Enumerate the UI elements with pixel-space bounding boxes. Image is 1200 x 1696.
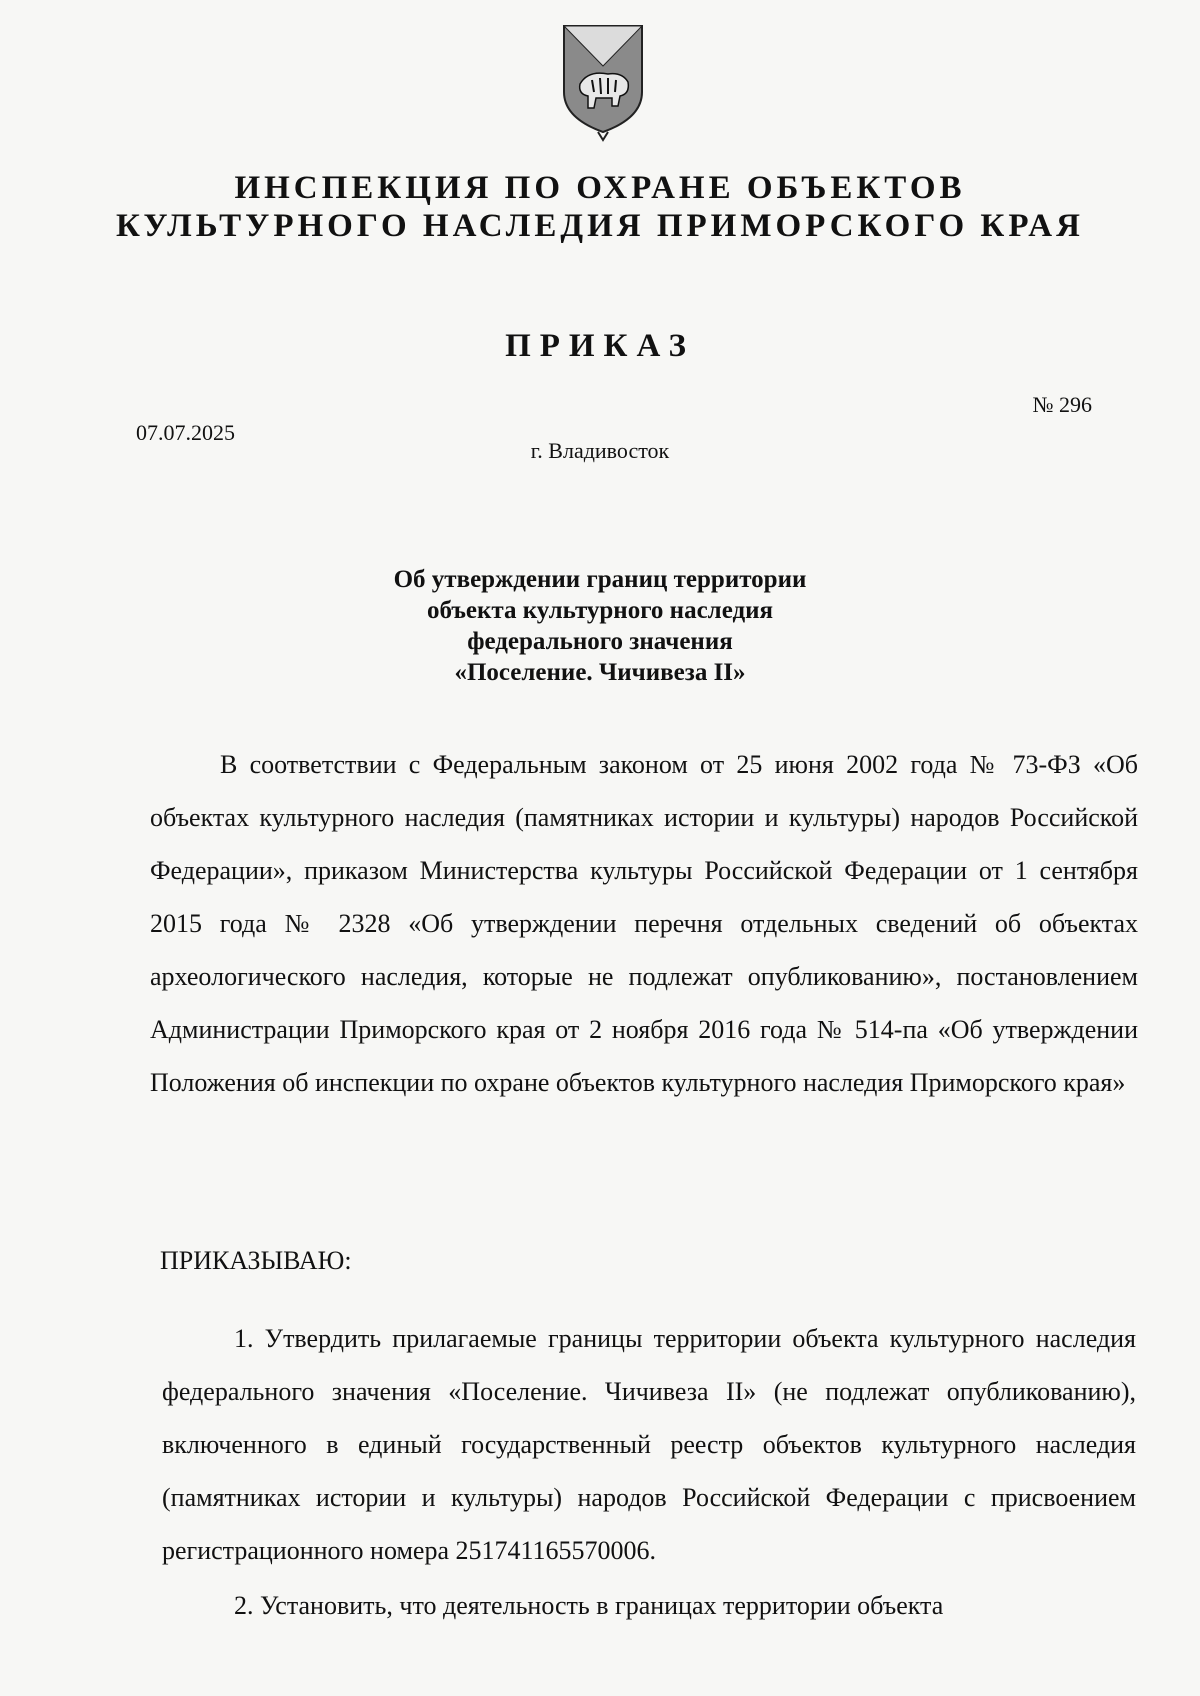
document-city: г. Владивосток: [530, 438, 670, 463]
order-items: [162, 1312, 1136, 1634]
preamble-section: [150, 738, 1138, 1109]
organization-name-line2: КУЛЬТУРНОГО НАСЛЕДИЯ ПРИМОРСКОГО КРАЯ: [116, 208, 1084, 244]
subject-line: федерального значения: [467, 628, 733, 655]
order-item-2: 2. Установить, что деятельность в границах территории объекта: [234, 1591, 944, 1620]
subject-line: Об утверждении границ территории: [393, 566, 807, 593]
preamble-paragraph: В соответствии с Федеральным законом от 25 июня 2002 года № 73-ФЗ «Об объектах культурного наследия (памятниках истории и культуры) народов Российской Федерации», приказом Министерства культуры Российской Федерации от 1 сентября 2015 года № 2328 «Об утверждении перечня отдельных сведений об объектах археологического наследия, которые не подлежат опубликованию», постановлением Администрации Приморского края от 2 ноября 2016 года № 514-па «Об утверждении Положения об инспекции по охране объектов культурного наследия Приморского края»: [150, 750, 1138, 1097]
subject-line: объекта культурного наследия: [426, 597, 774, 624]
document-date: 07.07.2025: [136, 420, 235, 445]
organization-name-line1: ИНСПЕКЦИЯ ПО ОХРАНЕ ОБЪЕКТОВ: [234, 170, 966, 206]
document-type-title: ПРИКАЗ: [505, 328, 695, 364]
order-item-1: 1. Утвердить прилагаемые границы территории объекта культурного наследия федерального значения «Поселение. Чичивеза II» (не подлежат опубликованию), включенного в единый государственный реестр объектов культурного наследия (памятниках истории и культуры) народов Российской Федерации с присвоением регистрационного номера 251741165570006.: [162, 1324, 1136, 1565]
coat-of-arms-icon: [558, 22, 648, 142]
document-subject: [0, 564, 1200, 688]
order-heading: ПРИКАЗЫВАЮ:: [160, 1246, 352, 1275]
subject-line: «Поселение. Чичивеза II»: [454, 659, 746, 686]
document-number: № 296: [1032, 392, 1092, 417]
